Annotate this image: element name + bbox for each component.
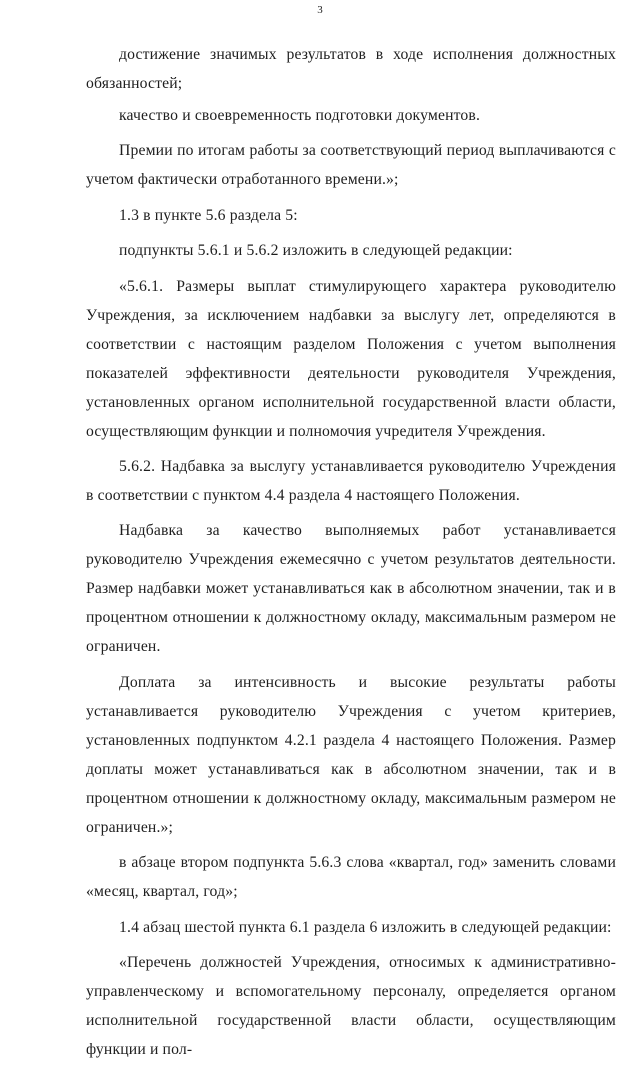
paragraph-5-6-3-amendment: в абзаце втором подпункта 5.6.3 слова «квартал, год» заменить словами «месяц, квартал, год»; [86,854,616,901]
paragraph-intensity-payment: Доплата за интенсивность и высокие результаты работы устанавливается руководителю Учреждения с учетом критериев, установленных подпунктом 4.2.1 раздела 4 настоящего Положения. Размер доплаты может устанавливаться как в абсолютном значении, так и в процентном отношении к должностному окладу, максимальным размером не ограничен.»; [86,673,616,836]
page-number: 3 [317,4,323,16]
paragraph-significant-results: достижение значимых результатов в ходе исполнения должностных обязанностей; [86,46,616,92]
paragraph-quality-allowance: Надбавка за качество выполняемых работ устанавливается руководителю Учреждения ежемесячно с учетом результатов деятельности. Размер надбавки может устанавливаться как в абсолютном значении, так и в процентном отношении к должностному окладу, максимальным размером не ограничен. [86,522,616,656]
paragraph-document-quality: качество и своевременность подготовки документов. [119,107,481,124]
paragraph-5-6-2: 5.6.2. Надбавка за выслугу устанавливается руководителю Учреждения в соответствии с пунктом 4.4 раздела 4 настоящего Положения. [86,457,616,504]
paragraph-positions-list: «Перечень должностей Учреждения, относимых к административно-управленческому и вспомогательному персоналу, определяется органом исполнительной государственной власти области, осуществляющим функции и пол- [86,953,616,1058]
paragraph-bonuses: Премии по итогам работы за соответствующий период выплачиваются с учетом фактически отработанного времени.»; [86,142,616,189]
paragraph-subitems-intro: подпункты 5.6.1 и 5.6.2 изложить в следующей редакции: [119,242,513,260]
paragraph-item-1-4: 1.4 абзац шестой пункта 6.1 раздела 6 изложить в следующей редакции: [119,918,612,936]
paragraph-5-6-1: «5.6.1. Размеры выплат стимулирующего характера руководителю Учреждения, за исключением надбавки за выслугу лет, определяются в соответствии с настоящим разделом Положения с учетом выполнения показателей эффективности деятельности руководителя Учреждения, установленных органом исполнительной государственной власти области, осуществляющим функции и полномочия учредителя Учреждения. [86,277,616,440]
document-body [86,40,616,1070]
paragraph-item-1-3: 1.3 в пункте 5.6 раздела 5: [119,206,298,224]
